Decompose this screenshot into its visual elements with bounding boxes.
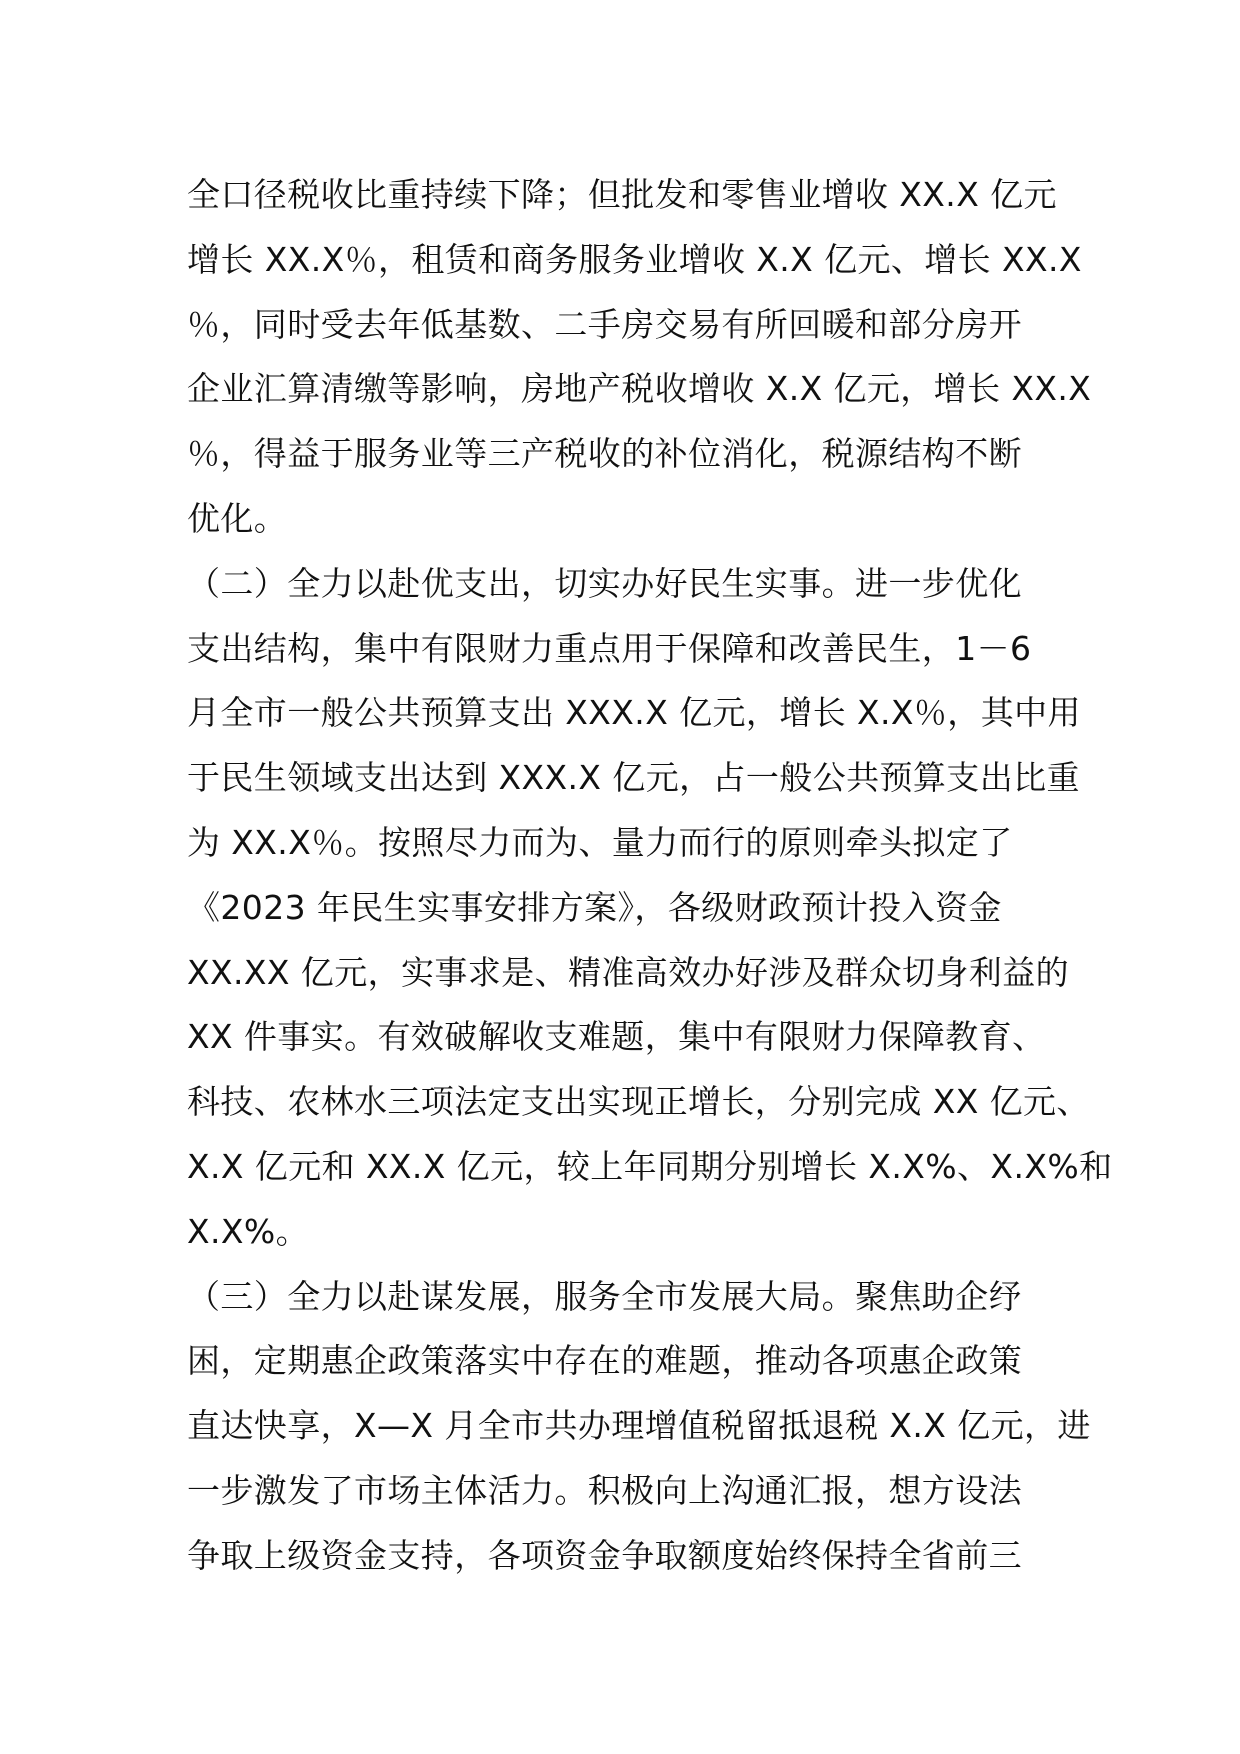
text-line: 增长 XX.X％，租赁和商务服务业增收 X.X 亿元、增长 XX.X xyxy=(187,239,1082,279)
text-line: ％，同时受去年低基数、二手房交易有所回暖和部分房开 xyxy=(187,304,1022,344)
text-line: 直达快享，X—X 月全市共办理增值税留抵退税 X.X 亿元，进 xyxy=(187,1406,1091,1446)
section-heading-line: （三）全力以赴谋发展，服务全市发展大局。聚焦助企纾 xyxy=(187,1276,1022,1316)
text-line: 《2023 年民生实事安排方案》，各级财政预计投入资金 xyxy=(187,887,1002,927)
text-line: 争取上级资金支持，各项资金争取额度始终保持全省前三 xyxy=(187,1535,1022,1575)
text-line: 月全市一般公共预算支出 XXX.X 亿元，增长 X.X％，其中用 xyxy=(187,693,1081,733)
text-line: 于民生领域支出达到 XXX.X 亿元，占一般公共预算支出比重 xyxy=(187,758,1080,798)
text-line: 一步激发了市场主体活力。积极向上沟通汇报，想方设法 xyxy=(187,1470,1022,1510)
text-line: 全口径税收比重持续下降；但批发和零售业增收 XX.X 亿元 xyxy=(187,175,1057,214)
text-line: 企业汇算清缴等影响，房地产税收增收 X.X 亿元，增长 XX.X xyxy=(187,369,1092,409)
text-line: ％，得益于服务业等三产税收的补位消化，税源结构不断 xyxy=(187,434,1022,474)
document-body xyxy=(187,163,1113,1589)
text-line: 优化。 xyxy=(187,498,288,538)
text-line: 支出结构，集中有限财力重点用于保障和改善民生，1－6 xyxy=(187,628,1032,668)
text-line: X.X%。 xyxy=(187,1211,310,1251)
text-line: XX.XX 亿元，实事求是、精准高效办好涉及群众切身利益的 xyxy=(187,952,1070,992)
text-line: 困，定期惠企政策落实中存在的难题，推动各项惠企政策 xyxy=(187,1341,1022,1381)
text-line: XX 件事实。有效破解收支难题，集中有限财力保障教育、 xyxy=(187,1017,1046,1057)
text-line: 科技、农林水三项法定支出实现正增长，分别完成 XX 亿元、 xyxy=(187,1082,1090,1122)
section-heading-line: （二）全力以赴优支出，切实办好民生实事。进一步优化 xyxy=(187,563,1022,603)
text-line: X.X 亿元和 XX.X 亿元，较上年同期分别增长 X.X%、X.X%和 xyxy=(187,1146,1113,1186)
text-line: 为 XX.X％。按照尽力而为、量力而行的原则牵头拟定了 xyxy=(187,822,1013,862)
